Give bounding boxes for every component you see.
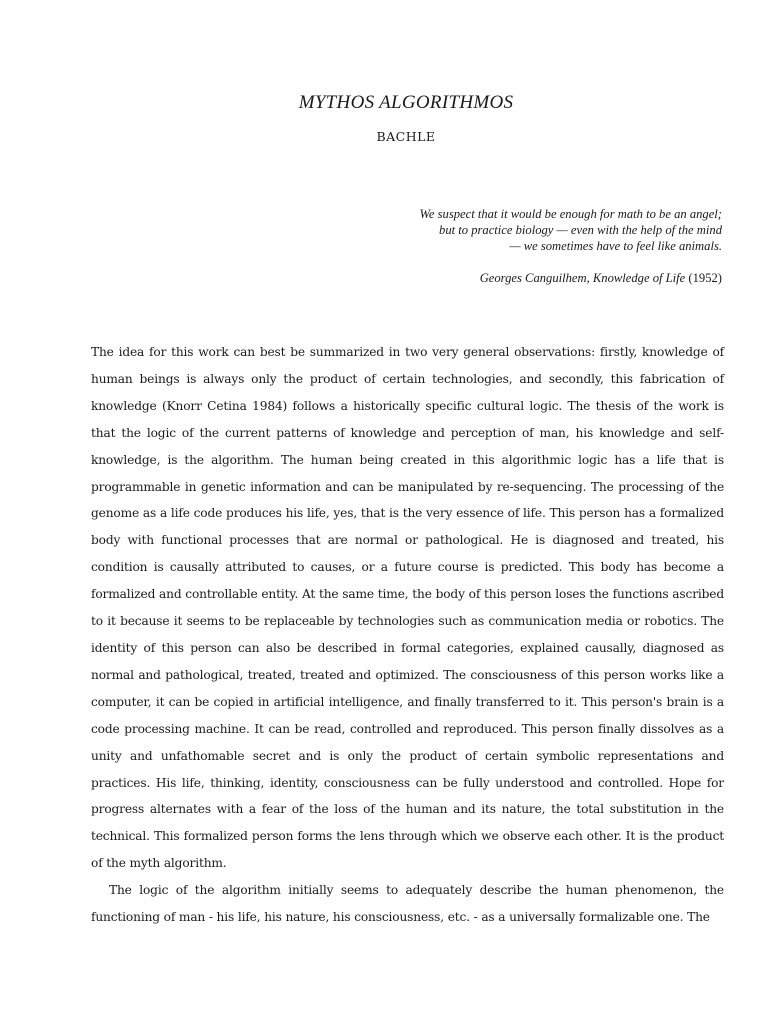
- attribution-work: Knowledge of Life: [592, 271, 686, 285]
- attribution-author: Georges Canguilhem,: [479, 271, 593, 285]
- body-text: [91, 339, 724, 931]
- epigraph-attribution: [302, 270, 722, 286]
- epigraph-line: — we sometimes have to feel like animals.: [509, 239, 722, 253]
- document-title: MYTHOS ALGORITHMOS: [298, 92, 514, 113]
- epigraph-line: but to practice biology — even with the help of the mind: [439, 223, 722, 237]
- epigraph-quote: [302, 206, 722, 254]
- body-paragraph: The logic of the algorithm initially seems to adequately describe the human phenomenon, the functioning of man - his life, his nature, his consciousness, etc. - as a universally formalizable one. The: [91, 883, 724, 925]
- body-paragraph: The idea for this work can best be summarized in two very general observations: firstly, knowledge of human beings is always only the product of certain technologies, and secondly, this fabrication of knowledge (Knorr Cetina 1984) follows a historically specific cultural logic. The thesis of the work is that the logic of the current patterns of knowledge and perception of man, his knowledge and self-knowledge, is the algorithm. The human being created in this algorithmic logic has a life that is programmable in genetic information and can be manipulated by re-sequencing. The processing of the genome as a life code produces his life, yes, that is the very essence of life. This person has a formalized body with functional processes that are normal or pathological. He is diagnosed and treated, his condition is causally attributed to causes, or a future course is predicted. This body has become a formalized and controllable entity. At the same time, the body of this person loses the functions ascribed to it because it seems to be replaceable by technologies such as communication media or robotics. The identity of this person can also be described in formal categories, explained causally, diagnosed as normal and pathological, treated, treated and optimized. The consciousness of this person works like a computer, it can be copied in artificial intelligence, and finally transferred to it. This person's brain is a code processing machine. It can be read, controlled and reproduced. This person finally dissolves as a unity and unfathomable secret and is only the product of certain symbolic representations and practices. His life, thinking, identity, consciousness can be fully understood and controlled. Hope for progress alternates with a fear of the loss of the human and its nature, the total substitution in the technical. This formalized person forms the lens through which we observe each other. It is the product of the myth algorithm.: [91, 345, 724, 871]
- epigraph-line: We suspect that it would be enough for math to be an angel;: [419, 207, 722, 221]
- attribution-year: (1952): [685, 271, 722, 285]
- document-author: BACHLE: [376, 129, 436, 144]
